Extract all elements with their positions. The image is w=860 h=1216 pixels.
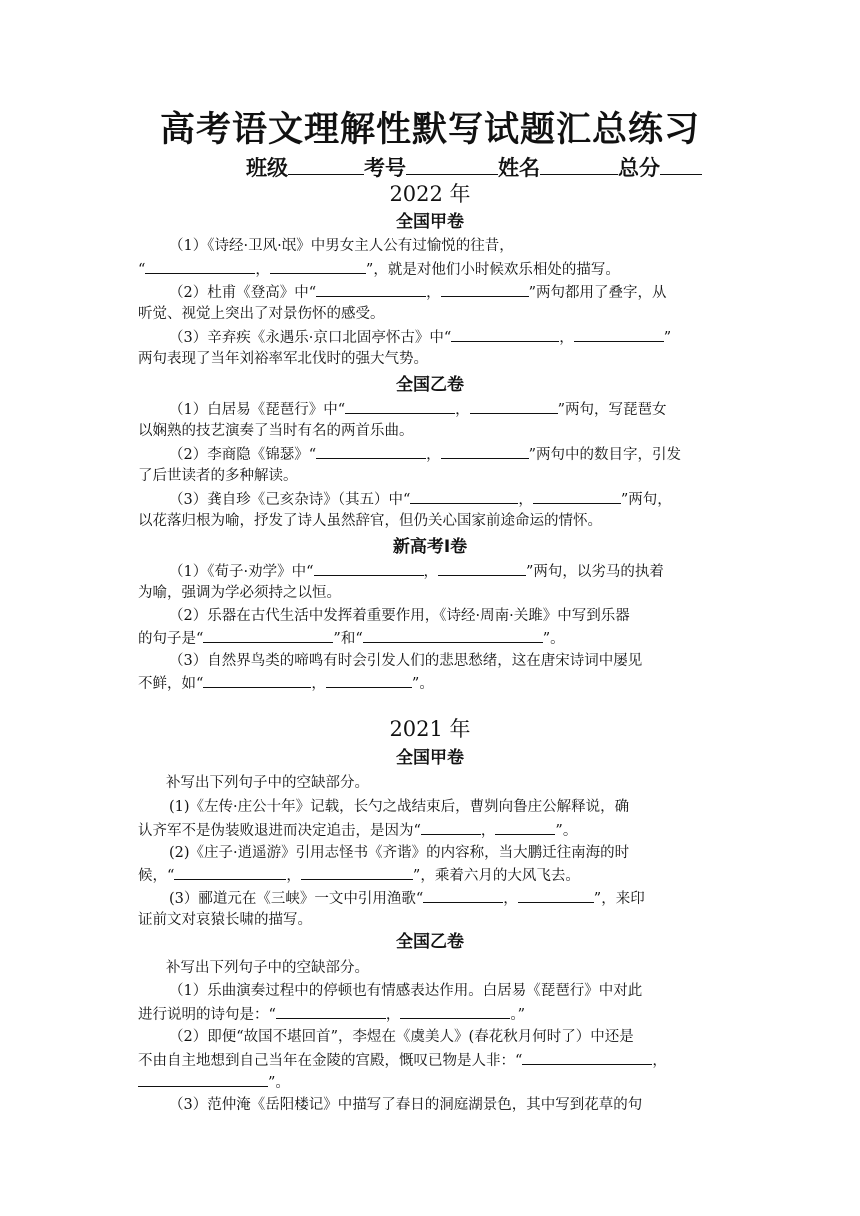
answer-blank[interactable] (363, 627, 543, 643)
q-2022-jia-1-line-b: “ ， ”，就是对他们小时候欢乐相处的描写。 (138, 258, 730, 281)
answer-blank[interactable] (574, 326, 664, 342)
answer-blank[interactable] (451, 326, 559, 342)
answer-blank[interactable] (314, 560, 424, 576)
answer-blank[interactable] (316, 443, 426, 459)
score-blank[interactable] (660, 152, 702, 175)
answer-blank[interactable] (400, 1003, 510, 1019)
q-2022-xin1-1-line-b: 为喻，强调为学必须持之以恒。 (138, 585, 341, 601)
q-2022-jia-2-line-a: （2）杜甫《登高》中“ ， ”两句都用了叠字，从 (138, 281, 761, 304)
q-2022-yi-1-line-a: （1）白居易《琵琶行》中“ ， ”两句，写琵琶女 (138, 398, 761, 421)
answer-blank[interactable] (441, 281, 529, 297)
answer-blank[interactable] (522, 1049, 652, 1065)
q-2022-yi-2-line-b: 了后世读者的多种解读。 (138, 468, 298, 484)
answer-blank[interactable] (495, 819, 555, 835)
answer-blank[interactable] (203, 672, 311, 688)
section-2022-jia-heading: 全国甲卷 (396, 212, 464, 232)
score-label: 总分 (618, 156, 660, 180)
answer-blank[interactable] (518, 887, 594, 903)
section-2021-jia-intro: 补写出下列句子中的空缺部分。 (166, 775, 369, 791)
exam-no-label: 考号 (364, 156, 406, 180)
name-blank[interactable] (540, 152, 618, 175)
q-2021-yi-1-line-b: 进行说明的诗句是：“ ， 。” (138, 1003, 730, 1026)
answer-blank[interactable] (301, 864, 413, 880)
section-2021-yi-heading: 全国乙卷 (396, 932, 464, 952)
class-blank[interactable] (288, 152, 364, 175)
section-2021-jia-heading: 全国甲卷 (396, 748, 464, 768)
answer-blank[interactable] (138, 1071, 268, 1087)
year-2021-heading: 2021 年 (389, 717, 471, 741)
answer-blank[interactable] (423, 887, 503, 903)
q-2022-yi-3-line-a: （3）龚自珍《己亥杂诗》（其五）中“ ， ”两句， (138, 488, 761, 511)
q-2022-yi-2-line-a: （2）李商隐《锦瑟》“ ， ”两句中的数目字，引发 (138, 443, 761, 466)
exam-no-blank[interactable] (406, 152, 498, 175)
q-2022-jia-3-line-b: 两句表现了当年刘裕率军北伐时的强大气势。 (138, 351, 428, 367)
answer-blank[interactable] (438, 560, 526, 576)
year-2022-heading: 2022 年 (389, 182, 471, 206)
q-2022-jia-3-line-a: （3）辛弃疾《永遇乐·京口北固亭怀古》中“ ， ” (138, 326, 761, 349)
answer-blank[interactable] (441, 443, 529, 459)
name-label: 姓名 (498, 156, 540, 180)
answer-blank[interactable] (421, 819, 481, 835)
q-2021-yi-2-line-c: ”。 (138, 1071, 730, 1094)
q-2022-xin1-3-line-b: 不鲜，如“ ， ”。 (138, 672, 730, 695)
q-2022-xin1-2-line-b: 的句子是“ ”和“ ”。 (138, 627, 730, 650)
q-2022-xin1-1-line-a: （1）《荀子·劝学》中“ ， ”两句，以劣马的执着 (138, 560, 761, 583)
q-2021-yi-3-line-a: （3）范仲淹《岳阳楼记》中描写了春日的洞庭湖景色，其中写到花草的句 (169, 1097, 643, 1113)
q-2021-jia-3-line-b: 证前文对哀猿长啸的描写。 (138, 912, 312, 928)
document-title: 高考语文理解性默写试题汇总练习 (159, 110, 700, 150)
q-2022-xin1-2-line-a: （2）乐器在古代生活中发挥着重要作用，《诗经·周南·关雎》中写到乐器 (169, 608, 630, 624)
student-info-row (246, 152, 702, 182)
answer-blank[interactable] (326, 672, 412, 688)
q-2021-jia-2-line-b: 候，“ ， ”，乘着六月的大风飞去。 (138, 864, 730, 887)
class-label: 班级 (246, 156, 288, 180)
q-2021-yi-2-line-a: （2）即便“故国不堪回首”，李煜在《虞美人》(春花秋月何时了）中还是 (169, 1029, 634, 1045)
answer-blank[interactable] (410, 488, 518, 504)
answer-blank[interactable] (276, 1003, 386, 1019)
answer-blank[interactable] (470, 398, 558, 414)
q-2022-xin1-3-line-a: （3）自然界鸟类的啼鸣有时会引发人们的悲思愁绪，这在唐宋诗词中屡见 (169, 653, 643, 669)
q-2022-jia-1-line-a: （1）《诗经·卫风·氓》中男女主人公有过愉悦的往昔， (169, 238, 514, 254)
section-2022-xin1-heading: 新高考Ⅰ卷 (392, 537, 468, 557)
q-2021-jia-2-line-a: (2)《庄子·逍遥游》引用志怪书《齐谐》的内容称，当大鹏迁往南海的时 (169, 845, 630, 861)
answer-blank[interactable] (174, 864, 286, 880)
answer-blank[interactable] (203, 627, 333, 643)
section-2022-yi-heading: 全国乙卷 (396, 375, 464, 395)
answer-blank[interactable] (316, 281, 426, 297)
answer-blank[interactable] (533, 488, 621, 504)
q-2021-yi-1-line-a: （1）乐曲演奏过程中的停顿也有情感表达作用。白居易《琵琶行》中对此 (169, 983, 643, 999)
q-2021-jia-3-line-a: (3）郦道元在《三峡》一文中引用渔歌“ ， ”，来印 (138, 887, 761, 910)
q-2022-jia-2-line-b: 听觉、视觉上突出了对景伤怀的感受。 (138, 306, 385, 322)
answer-blank[interactable] (270, 258, 366, 274)
q-2021-jia-1-line-a: (1)《左传·庄公十年》记载，长勺之战结束后，曹刿向鲁庄公解释说，确 (169, 799, 630, 815)
answer-blank[interactable] (145, 258, 255, 274)
q-2021-jia-1-line-b: 认齐军不是伪装败退进而决定追击，是因为“ ， ”。 (138, 819, 730, 842)
answer-blank[interactable] (345, 398, 455, 414)
q-2022-yi-3-line-b: 以花落归根为喻，抒发了诗人虽然辞官，但仍关心国家前途命运的情怀。 (138, 513, 602, 529)
section-2021-yi-intro: 补写出下列句子中的空缺部分。 (166, 960, 369, 976)
q-2021-yi-2-line-b: 不由自主地想到自己当年在金陵的宫殿，慨叹已物是人非：“ ， (138, 1049, 730, 1072)
q-2022-yi-1-line-b: 以娴熟的技艺演奏了当时有名的两首乐曲。 (138, 423, 414, 439)
